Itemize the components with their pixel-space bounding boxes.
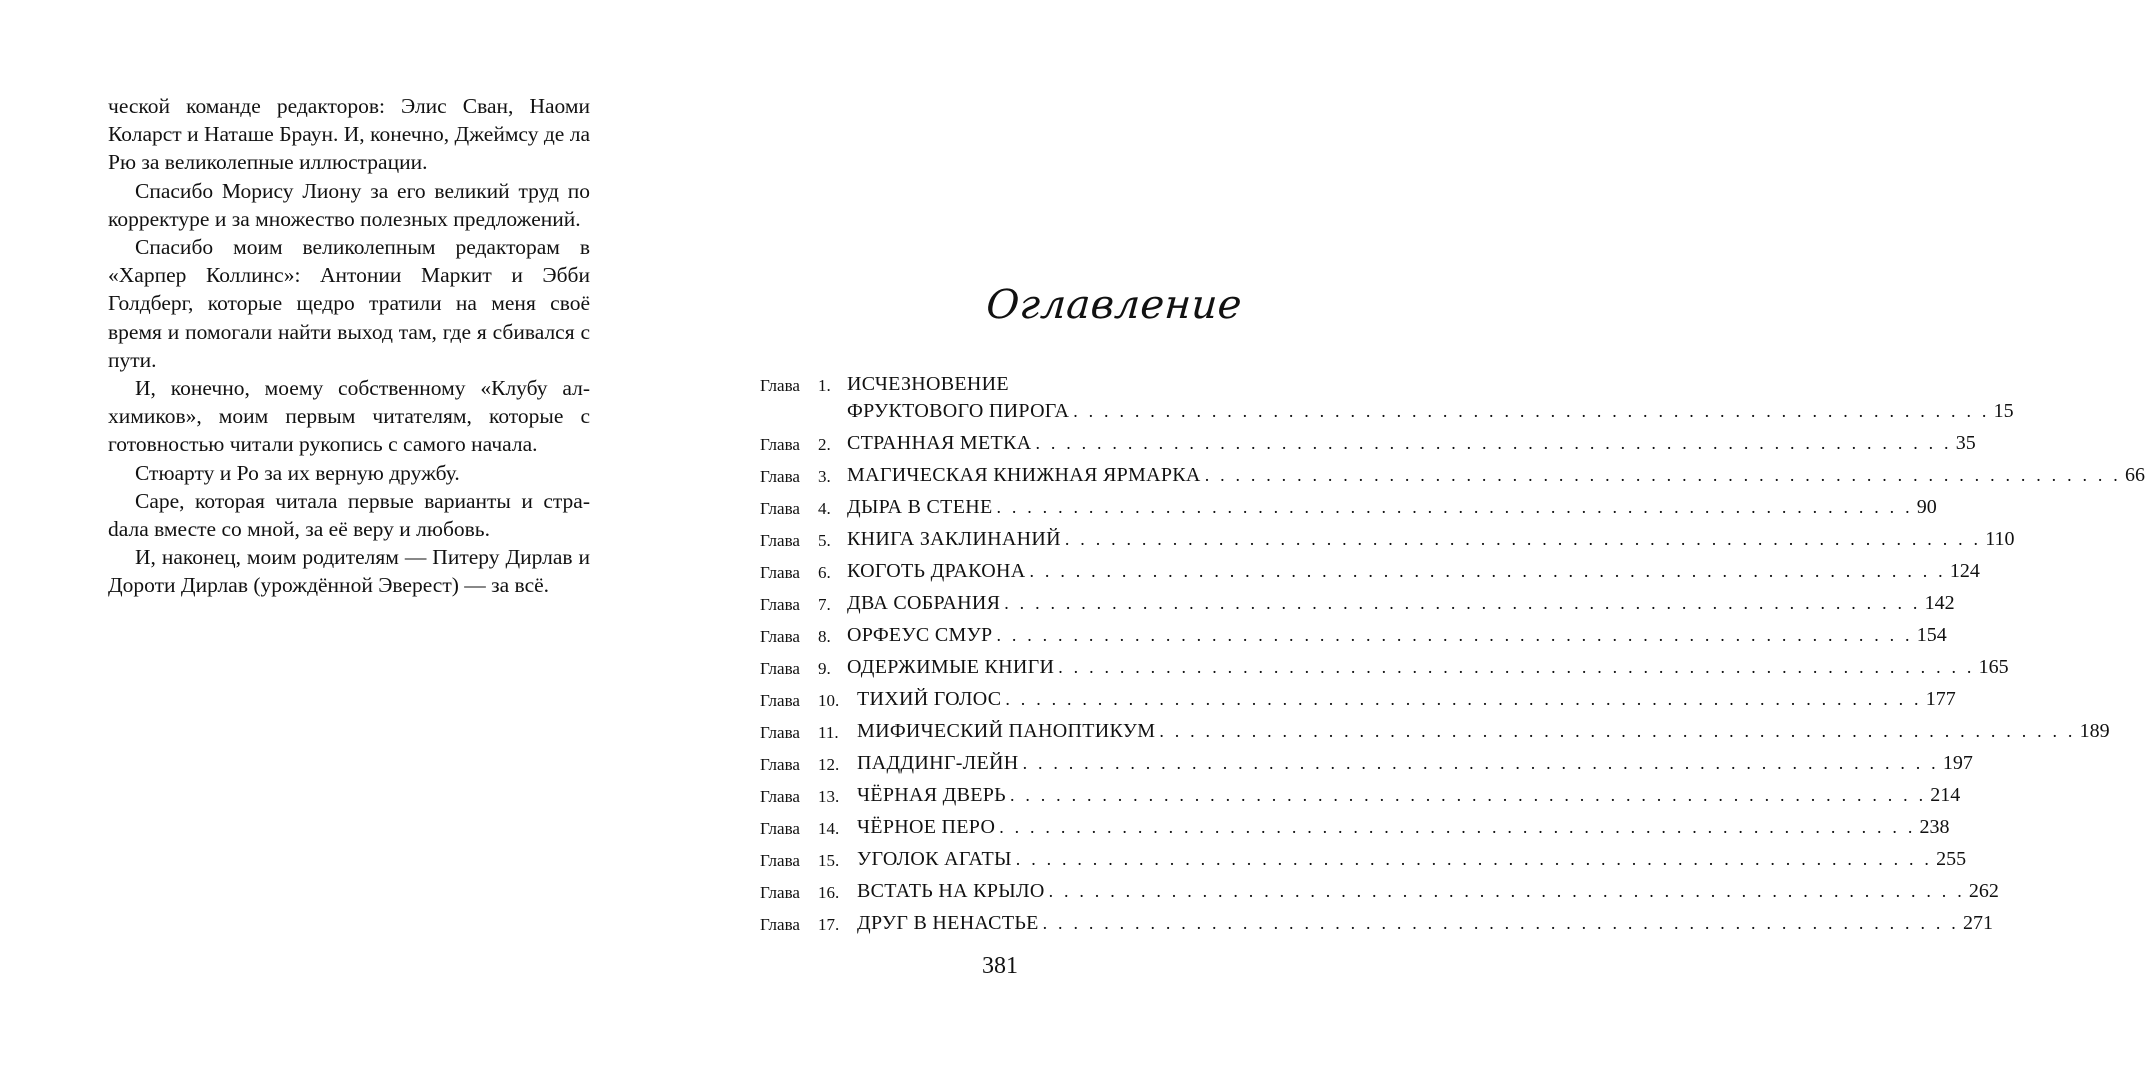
paragraph: Спасибо Морису Лиону за его великий труд по корректуре и за множество полезных предложений. (108, 178, 590, 231)
left-page (108, 92, 590, 600)
toc-entry (760, 846, 1967, 878)
paragraph: Стюарту и Ро за их верную дружбу. (135, 460, 460, 485)
toc-entry (760, 371, 2014, 430)
toc-chapter-title: ИСЧЕЗНОВЕНИЕ (847, 373, 1009, 395)
toc-entry (760, 654, 2009, 686)
toc-page-number: 15 (1993, 400, 2014, 422)
paragraph: Спасибо моим великолепным редакторам в «Харпер Коллинс»: Антонии Маркит и Эбби Голдберг, которые щедро тратили на меня своё время и помогали найти выход там, где я сбивался с пути. (108, 235, 590, 372)
toc-title: Оглавление (984, 282, 1244, 328)
table-of-contents (760, 371, 2145, 942)
toc-leader-dots: . . . . . . . . . . . . . . . . . . . . . . . . . . . . . . . . . . . . . . . . . . . . . . . . . . . . . . . . . . . . (1042, 913, 1959, 933)
toc-chapter-label: Глава (760, 563, 800, 582)
paragraph: Саре, которая читала первые варианты и страdала вместе со мной, за её веру и любовь. (108, 488, 590, 542)
toc-page-number: 238 (1919, 816, 1950, 838)
toc-entry (760, 750, 1973, 782)
toc-page-number: 177 (1925, 688, 1956, 710)
toc-chapter-title: КНИГА ЗАКЛИНАНИЙ (847, 528, 1061, 550)
toc-chapter-number: 11. (818, 723, 839, 742)
toc-page-number: 189 (2079, 720, 2110, 742)
toc-chapter-title: СТРАННАЯ МЕТКА (847, 432, 1032, 454)
toc-entry (760, 814, 1950, 846)
toc-chapter-label: Глава (760, 659, 800, 678)
toc-entry (760, 782, 1961, 814)
toc-page-number: 142 (1924, 592, 1955, 614)
toc-leader-dots: . . . . . . . . . . . . . . . . . . . . . . . . . . . . . . . . . . . . . . . . . . . . . . . . . . . . . . . . . . . . (1048, 881, 1965, 901)
toc-chapter-number: 13. (818, 787, 840, 806)
toc-page-number: 197 (1942, 752, 1973, 774)
toc-chapter-number: 9. (818, 659, 831, 678)
toc-chapter-number: 4. (818, 499, 831, 518)
toc-page-number: 165 (1978, 656, 2009, 678)
toc-chapter-number: 14. (818, 819, 840, 838)
toc-leader-dots: . . . . . . . . . . . . . . . . . . . . . . . . . . . . . . . . . . . . . . . . . . . . . . . . . . . . . . . . . . . . (1009, 785, 1927, 805)
paragraph: И, наконец, моим родителям — Питеру Дирлав и Дороти Дирлав (урождённой Эверест) — за всё. (108, 545, 590, 598)
toc-chapter-label: Глава (760, 627, 800, 646)
paragraph: ческой команде редакторов: Элис Сван, Наоми Коларст и Наташе Браун. И, конечно, Джеймсу де ла Рю за великолепные иллюстрации. (108, 94, 590, 175)
toc-chapter-number: 5. (818, 531, 831, 550)
toc-page-number: 255 (1936, 848, 1967, 870)
toc-chapter-title: УГОЛОК АГАТЫ (857, 848, 1012, 870)
toc-chapter-label: Глава (760, 499, 800, 518)
toc-chapter-label: Глава (760, 467, 800, 486)
toc-chapter-title: ДЫРА В СТЕНЕ (847, 496, 993, 518)
toc-chapter-title: ЧЁРНАЯ ДВЕРЬ (857, 784, 1006, 806)
toc-chapter-number: 17. (818, 915, 840, 934)
toc-chapter-number: 6. (818, 563, 831, 582)
toc-chapter-number: 3. (818, 467, 831, 486)
toc-leader-dots: . . . . . . . . . . . . . . . . . . . . . . . . . . . . . . . . . . . . . . . . . . . . . . . . . . . . . . . . . . . . (1159, 721, 2076, 741)
toc-chapter-title: ТИХИЙ ГОЛОС (857, 688, 1002, 710)
page-number: 381 (982, 953, 1018, 979)
toc-page-number: 262 (1968, 880, 1999, 902)
toc-entry (760, 910, 1993, 942)
toc-chapter-title: ПАДДИНГ-ЛЕЙН (857, 752, 1019, 774)
toc-chapter-title: ОДЕРЖИМЫЕ КНИГИ (847, 656, 1055, 678)
toc-leader-dots: . . . . . . . . . . . . . . . . . . . . . . . . . . . . . . . . . . . . . . . . . . . . . . . . . . . . . . . . . . . . (1029, 561, 1946, 581)
toc-leader-dots: . . . . . . . . . . . . . . . . . . . . . . . . . . . . . . . . . . . . . . . . . . . . . . . . . . . . . . . . . . . . (1022, 753, 1939, 773)
toc-chapter-title: ДВА СОБРАНИЯ (847, 592, 1001, 614)
toc-chapter-title: ЧЁРНОЕ ПЕРО (857, 816, 996, 838)
toc-leader-dots: . . . . . . . . . . . . . . . . . . . . . . . . . . . . . . . . . . . . . . . . . . . . . . . . . . . . . . . . . . . . (1005, 689, 1922, 709)
toc-entry (760, 686, 1956, 718)
toc-entry (760, 462, 2145, 494)
toc-chapter-title: МАГИЧЕСКАЯ КНИЖНАЯ ЯРМАРКА (847, 464, 1201, 486)
toc-entry (760, 430, 1976, 462)
toc-chapter-number: 15. (818, 851, 840, 870)
toc-chapter-title: ОРФЕУС СМУР (847, 624, 993, 646)
paragraph: И, конечно, моему собственному «Клубу алхимиков», моим первым читателям, которые с готовностью читали рукопись с самого начала. (108, 376, 590, 457)
toc-chapter-number: 12. (818, 755, 840, 774)
toc-chapter-label: Глава (760, 435, 800, 454)
toc-entry (760, 526, 2015, 558)
toc-chapter-number: 16. (818, 883, 840, 902)
toc-chapter-label: Глава (760, 723, 800, 742)
toc-page-number: 35 (1955, 432, 1976, 454)
toc-chapter-title: МИФИЧЕСКИЙ ПАНОПТИКУМ (857, 720, 1156, 742)
toc-chapter-label: Глава (760, 376, 800, 395)
toc-chapter-title: ФРУКТОВОГО ПИРОГА (847, 400, 1070, 422)
toc-page-number: 124 (1949, 560, 1980, 582)
toc-leader-dots: . . . . . . . . . . . . . . . . . . . . . . . . . . . . . . . . . . . . . . . . . . . . . . . . . . . . . . . . . . . . (1058, 657, 1975, 677)
toc-chapter-number: 8. (818, 627, 831, 646)
toc-leader-dots: . . . . . . . . . . . . . . . . . . . . . . . . . . . . . . . . . . . . . . . . . . . . . . . . . . . . . . . . . . . . (996, 497, 1913, 517)
toc-page-number: 90 (1916, 496, 1937, 518)
toc-page-number: 66 (2125, 464, 2145, 486)
toc-chapter-label: Глава (760, 787, 800, 806)
toc-entry (760, 590, 1955, 622)
toc-entry (760, 878, 1999, 910)
toc-page-number: 110 (1985, 528, 2015, 550)
toc-leader-dots: . . . . . . . . . . . . . . . . . . . . . . . . . . . . . . . . . . . . . . . . . . . . . . . . . . . . . . . . . . . . (1064, 529, 1982, 549)
toc-leader-dots: . . . . . . . . . . . . . . . . . . . . . . . . . . . . . . . . . . . . . . . . . . . . . . . . . . . . . . . . . . . . (996, 625, 1913, 645)
toc-chapter-label: Глава (760, 819, 800, 838)
toc-page-number: 271 (1962, 912, 1993, 934)
toc-chapter-label: Глава (760, 595, 800, 614)
acknowledgements-text (108, 92, 590, 600)
toc-leader-dots: . . . . . . . . . . . . . . . . . . . . . . . . . . . . . . . . . . . . . . . . . . . . . . . . . . . . . . . . . . . . (1073, 401, 1990, 421)
toc-chapter-title: ДРУГ В НЕНАСТЬЕ (857, 912, 1039, 934)
toc-entry (760, 718, 2110, 750)
toc-chapter-label: Глава (760, 531, 800, 550)
toc-chapter-label: Глава (760, 851, 800, 870)
toc-entry (760, 494, 1937, 526)
toc-leader-dots: . . . . . . . . . . . . . . . . . . . . . . . . . . . . . . . . . . . . . . . . . . . . . . . . . . . . . . . . . . . . (1204, 465, 2121, 485)
toc-entry (760, 622, 1947, 654)
toc-leader-dots: . . . . . . . . . . . . . . . . . . . . . . . . . . . . . . . . . . . . . . . . . . . . . . . . . . . . . . . . . . . . (1004, 593, 1921, 613)
toc-chapter-number: 2. (818, 435, 831, 454)
toc-leader-dots: . . . . . . . . . . . . . . . . . . . . . . . . . . . . . . . . . . . . . . . . . . . . . . . . . . . . . . . . . . . . (1015, 849, 1933, 869)
toc-leader-dots: . . . . . . . . . . . . . . . . . . . . . . . . . . . . . . . . . . . . . . . . . . . . . . . . . . . . . . . . . . . . (999, 817, 1916, 837)
toc-leader-dots: . . . . . . . . . . . . . . . . . . . . . . . . . . . . . . . . . . . . . . . . . . . . . . . . . . . . . . . . . . . . (1035, 433, 1952, 453)
toc-chapter-label: Глава (760, 691, 800, 710)
right-page (760, 270, 2145, 934)
toc-page-number: 154 (1916, 624, 1947, 646)
toc-chapter-title: ВСТАТЬ НА КРЫЛО (857, 880, 1045, 902)
toc-page-number: 214 (1930, 784, 1961, 806)
toc-chapter-label: Глава (760, 915, 800, 934)
toc-chapter-number: 1. (818, 376, 831, 395)
toc-chapter-title: КОГОТЬ ДРАКОНА (847, 560, 1026, 582)
toc-chapter-label: Глава (760, 755, 800, 774)
toc-chapter-label: Глава (760, 883, 800, 902)
toc-chapter-number: 10. (818, 691, 840, 710)
toc-chapter-number: 7. (818, 595, 831, 614)
toc-entry (760, 558, 1980, 590)
